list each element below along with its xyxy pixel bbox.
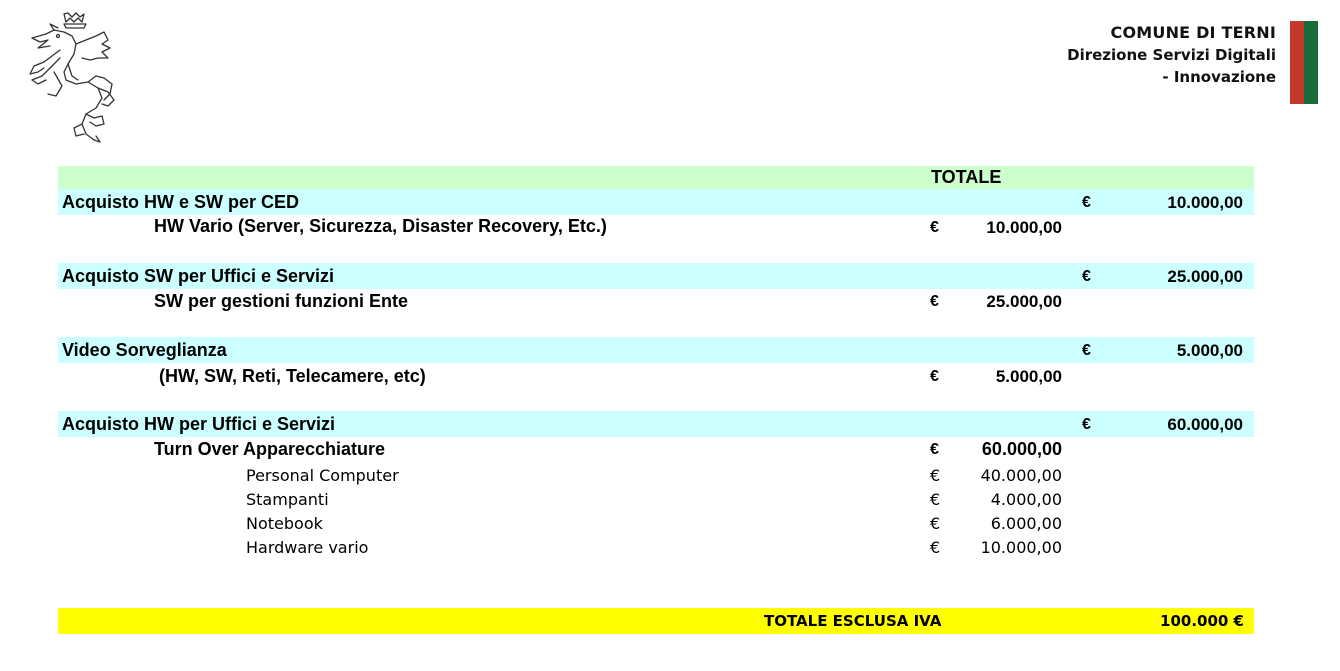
dragon-coat-of-arms-icon bbox=[24, 10, 124, 145]
grand-total-label: TOTALE ESCLUSA IVA bbox=[764, 612, 942, 630]
currency-symbol: € bbox=[1082, 342, 1091, 359]
section-title: Acquisto HW e SW per CED bbox=[62, 192, 300, 212]
item-amount: 60.000,00 bbox=[981, 439, 1062, 459]
currency-symbol: € bbox=[930, 368, 939, 385]
flag-green-stripe bbox=[1304, 21, 1318, 104]
currency-symbol: € bbox=[930, 538, 941, 557]
grand-total-value: 100.000 € bbox=[1160, 612, 1244, 630]
section-total: 5.000,00 bbox=[1176, 341, 1243, 360]
section-title: Acquisto HW per Uffici e Servizi bbox=[62, 414, 336, 434]
section-title: Acquisto SW per Uffici e Servizi bbox=[62, 266, 335, 286]
section-title: Video Sorveglianza bbox=[62, 340, 227, 360]
section-total: 10.000,00 bbox=[1167, 193, 1243, 212]
section-total: 60.000,00 bbox=[1167, 415, 1243, 434]
item-amount: 5.000,00 bbox=[995, 367, 1062, 386]
currency-symbol: € bbox=[930, 514, 941, 533]
direzione-name: Direzione Servizi Digitali bbox=[1067, 46, 1276, 64]
item-label: SW per gestioni funzioni Ente bbox=[154, 291, 408, 311]
subitem-amount: 6.000,00 bbox=[990, 514, 1062, 533]
innovazione-name: - Innovazione bbox=[1162, 68, 1276, 86]
subitem-amount: 4.000,00 bbox=[990, 490, 1062, 509]
currency-symbol: € bbox=[930, 219, 939, 236]
item-label: (HW, SW, Reti, Telecamere, etc) bbox=[159, 366, 426, 386]
currency-symbol: € bbox=[930, 441, 939, 458]
subitem-label: Notebook bbox=[246, 514, 323, 533]
item-amount: 10.000,00 bbox=[986, 218, 1062, 237]
item-label: Turn Over Apparecchiature bbox=[154, 439, 386, 459]
currency-symbol: € bbox=[1082, 416, 1091, 433]
section-total: 25.000,00 bbox=[1167, 267, 1243, 286]
currency-symbol: € bbox=[1082, 194, 1091, 211]
item-label: HW Vario (Server, Sicurezza, Disaster Recovery, Etc.) bbox=[154, 216, 607, 236]
currency-symbol: € bbox=[930, 466, 941, 485]
grand-total-row bbox=[58, 608, 1254, 634]
totale-header-row bbox=[58, 166, 1254, 189]
section-row bbox=[58, 337, 1254, 363]
subitem-label: Personal Computer bbox=[246, 466, 399, 485]
subitem-label: Stampanti bbox=[246, 490, 329, 509]
comune-name: COMUNE DI TERNI bbox=[1110, 23, 1276, 42]
flag-stripe bbox=[1290, 21, 1318, 104]
currency-symbol: € bbox=[930, 293, 939, 310]
item-amount: 25.000,00 bbox=[986, 292, 1062, 311]
subitem-amount: 40.000,00 bbox=[980, 466, 1062, 485]
totale-column-header: TOTALE bbox=[931, 167, 1002, 187]
currency-symbol: € bbox=[930, 490, 941, 509]
subitem-amount: 10.000,00 bbox=[980, 538, 1062, 557]
institution-header bbox=[1067, 22, 1276, 88]
currency-symbol: € bbox=[1082, 268, 1091, 285]
subitem-label: Hardware vario bbox=[246, 538, 369, 557]
flag-red-stripe bbox=[1290, 21, 1304, 104]
